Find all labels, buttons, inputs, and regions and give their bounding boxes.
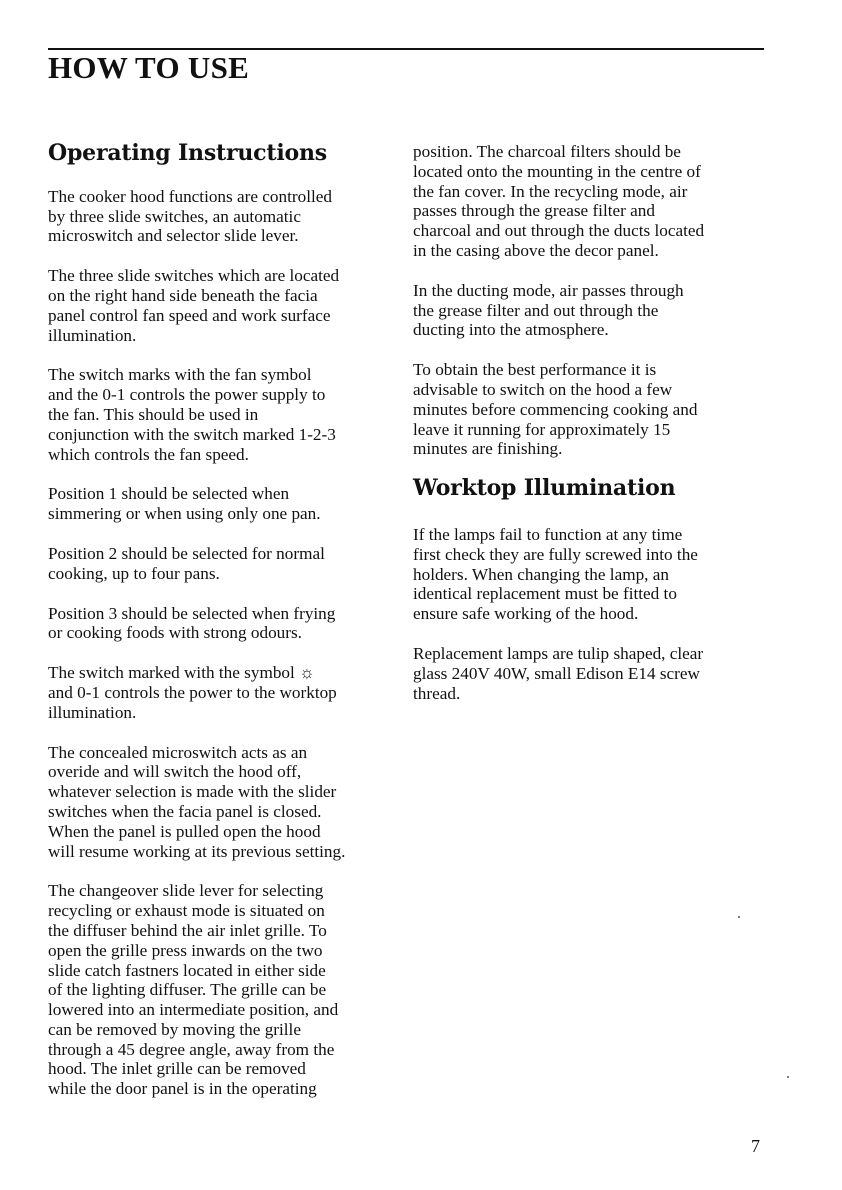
paragraph-with-light-symbol: The switch marked with the symbol ☼ and 0-1 controls the power to the worktop illumination. [48, 663, 337, 722]
paragraph: If the lamps fail to function at any time first check they are fully screwed into the holders. When changing the lamp, an identical replacement must be fitted to ensure safe working of the hood. [413, 524, 698, 624]
paragraph: The three slide switches which are located on the right hand side beneath the facia panel control fan speed and work surface illumination. [48, 266, 340, 345]
section-heading-operating-instructions: Operating Instructions [48, 140, 327, 166]
paragraph: Position 2 should be selected for normal cooking, up to four pans. [48, 543, 325, 583]
paragraph: In the ducting mode, air passes through the grease filter and out through the ducting into the atmosphere. [413, 280, 684, 340]
scan-speck [738, 916, 740, 918]
paragraph: The concealed microswitch acts as an overide and will switch the hood off, whatever selection is made with the slider switches when the facia panel is closed. When the panel is pulled open the hood will resume working at its previous setting. [48, 742, 346, 861]
page-title: HOW TO USE [48, 50, 250, 85]
paragraph: The changeover slide lever for selecting recycling or exhaust mode is situated on the diffuser behind the air inlet grille. To open the grille press inwards on the two slide catch fastners located in either side of the lighting diffuser. The grille can be lowered into an intermediate position, and can be removed by moving the grille through a 45 degree angle, away from the hood. The inlet grille can be removed while the door panel is in the operating [48, 881, 339, 1099]
paragraph: The cooker hood functions are controlled by three slide switches, an automatic microswitch and selector slide lever. [48, 186, 332, 246]
paragraph: Replacement lamps are tulip shaped, clear glass 240V 40W, small Edison E14 screw thread. [413, 643, 704, 703]
left-column [48, 140, 400, 1119]
paragraph: position. The charcoal filters should be located onto the mounting in the centre of the fan cover. In the recycling mode, air passes through the grease filter and charcoal and out through the ducts located in the casing above the decor panel. [413, 142, 705, 260]
right-column [413, 142, 765, 723]
paragraph: Position 3 should be selected when frying or cooking foods with strong odours. [48, 603, 336, 643]
paragraph: The switch marks with the fan symbol and the 0-1 controls the power supply to the fan. This should be used in conjunction with the switch marked 1-2-3 which controls the fan speed. [48, 365, 336, 464]
scan-speck [787, 1076, 789, 1078]
paragraph: Position 1 should be selected when simmering or when using only one pan. [48, 484, 321, 524]
paragraph: To obtain the best performance it is advisable to switch on the hood a few minutes before commencing cooking and leave it running for approximately 15 minutes are finishing. [413, 360, 698, 459]
section-heading-worktop-illumination: Worktop Illumination [413, 475, 676, 502]
page-number: 7 [751, 1136, 760, 1156]
